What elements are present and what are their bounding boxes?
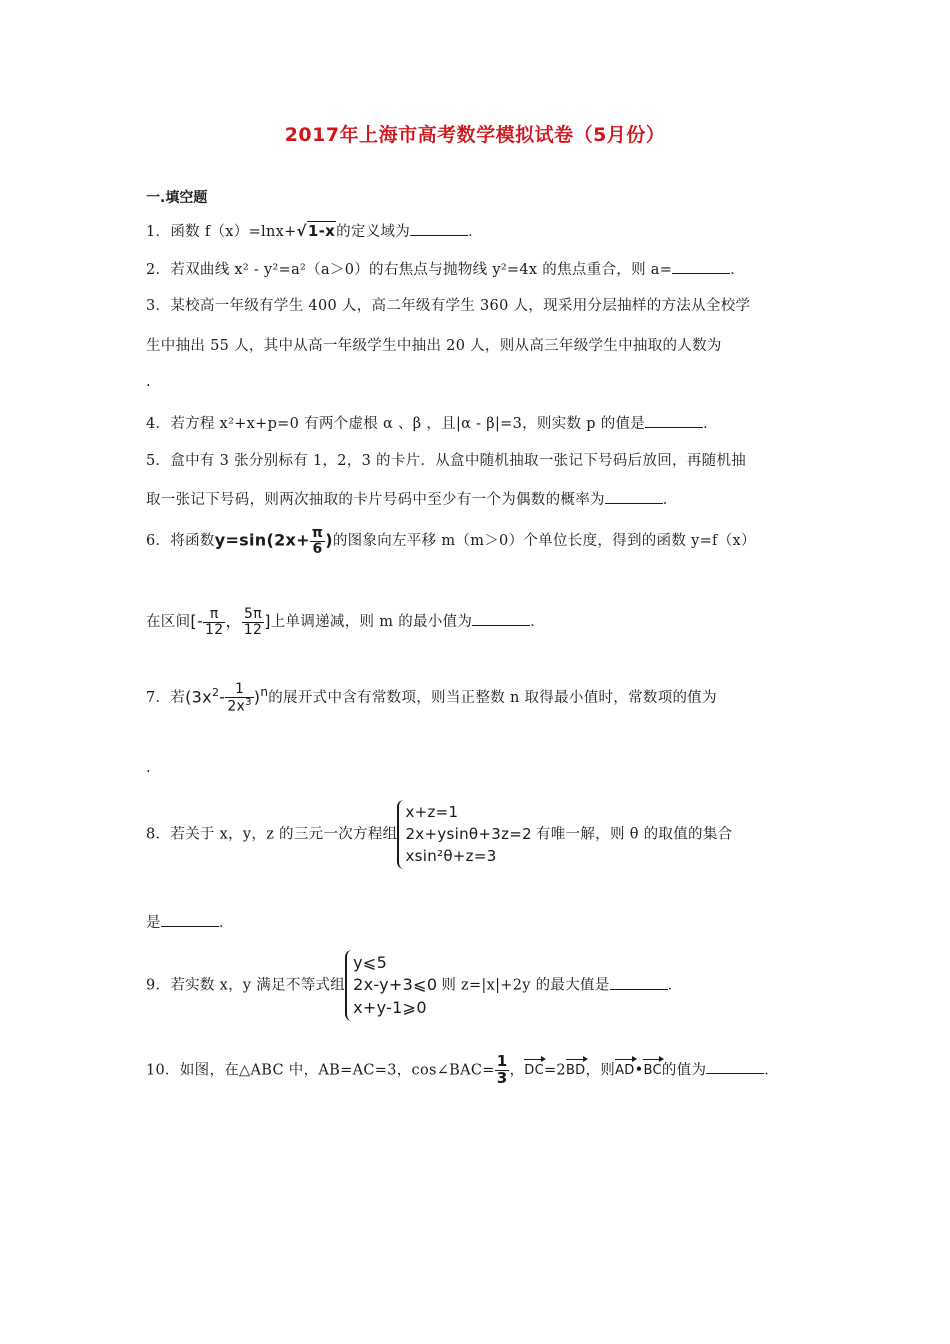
vector-dc: DC: [524, 1057, 544, 1078]
formula-sin: y=sin(2x+ $\frac{\pi}{6}$ ): [214, 525, 333, 557]
answer-blank: [410, 221, 468, 236]
question-9: 9．若实数 x，y 满足不等式组 y⩽5 2x-y+3⩽0 x+y-1⩾0 则 z=|x|+2y 的最大值是 ．: [146, 950, 682, 1021]
question-3-line-1: 3．某校高一年级有学生 400 人，高二年级有学生 360 人，现采用分层抽样的方法从全校学: [146, 298, 751, 314]
answer-blank: [610, 975, 668, 990]
question-3-line-2: 生中抽出 55 人，其中从高一年级学生中抽出 20 人，则从高三年级学生中抽取的人数为: [146, 338, 722, 354]
question-2: 2．若双曲线 x² - y²=a²（a＞0）的右焦点与抛物线 y²=4x 的焦点重合，则 a= ．: [146, 258, 745, 279]
vector-bc: BC: [643, 1057, 661, 1078]
question-5-line-1: 5．盒中有 3 张分别标有 1，2，3 的卡片．从盒中随机抽取一张记下号码后放回，再随机抽: [146, 453, 747, 469]
answer-blank: [645, 413, 703, 428]
equation-system: x+z=1 2x+ysinθ+3z=2 xsin²θ+z=3: [397, 800, 536, 869]
sqrt-expression: √1-x: [296, 222, 336, 240]
answer-blank: [706, 1059, 764, 1074]
question-7-line-2: .: [146, 760, 151, 776]
fraction: $\frac{1}{3}$: [496, 1052, 508, 1087]
question-4: 4．若方程 x²+x+p=0 有两个虚根 α 、β ，且|α - β|=3，则实数 p 的值是 ．: [146, 412, 718, 433]
question-6-line-2: 在区间[- $\frac{\pi}{12}$ ， $\frac{5\pi}{12}$ ]上单调递减，则 m 的最小值为 ．: [146, 606, 546, 638]
answer-blank: [672, 259, 730, 274]
inequality-system: y⩽5 2x-y+3⩽0 x+y-1⩾0: [345, 950, 441, 1021]
question-5-line-2: 取一张记下号码，则两次抽取的卡片号码中至少有一个为偶数的概率为 ．: [146, 488, 678, 509]
answer-blank: [161, 912, 219, 927]
vector-bd: BD: [566, 1057, 586, 1078]
question-8-line-2: 是 ．: [146, 911, 234, 932]
interval-expression: [- $\frac{\pi}{12}$ ， $\frac{5\pi}{12}$ ]: [190, 606, 271, 638]
question-6-line-1: 6．将函数y=sin(2x+ $\frac{\pi}{6}$ )的图象向左平移 m（m＞0）个单位长度，得到的函数 y=f（x）: [146, 525, 756, 557]
question-7-line-1: 7．若($3x^2-$ $\frac{1}{2x^3}$ )$^n$的展开式中含有常数项，则当正整数 n 取得最小值时，常数项的值为: [146, 681, 717, 715]
answer-blank: [605, 489, 663, 504]
question-3-line-3: .: [146, 374, 151, 390]
fraction: $\frac{\pi}{6}$: [311, 525, 324, 557]
binomial-expression: ($3x^2-$ $\frac{1}{2x^3}$ )$^n$: [185, 681, 269, 715]
answer-blank: [472, 611, 530, 626]
question-10: 10．如图，在△ABC 中，AB=AC=3，cos∠BAC= $\frac{1}{3}$ ，DC=2BD，则AD•BC的值为 ．: [146, 1052, 780, 1087]
question-1: 1．函数 f（x）=lnx+√1-x的定义域为 ．: [146, 222, 483, 240]
section-heading: 一.填空题: [146, 190, 208, 206]
question-8-line-1: 8．若关于 x，y，z 的三元一次方程组 x+z=1 2x+ysinθ+3z=2 xsin²θ+z=3 有唯一解，则 θ 的取值的集合: [146, 800, 732, 869]
vector-ad: AD: [615, 1057, 635, 1078]
page-title: 2017年上海市高考数学模拟试卷（5月份）: [284, 124, 666, 146]
